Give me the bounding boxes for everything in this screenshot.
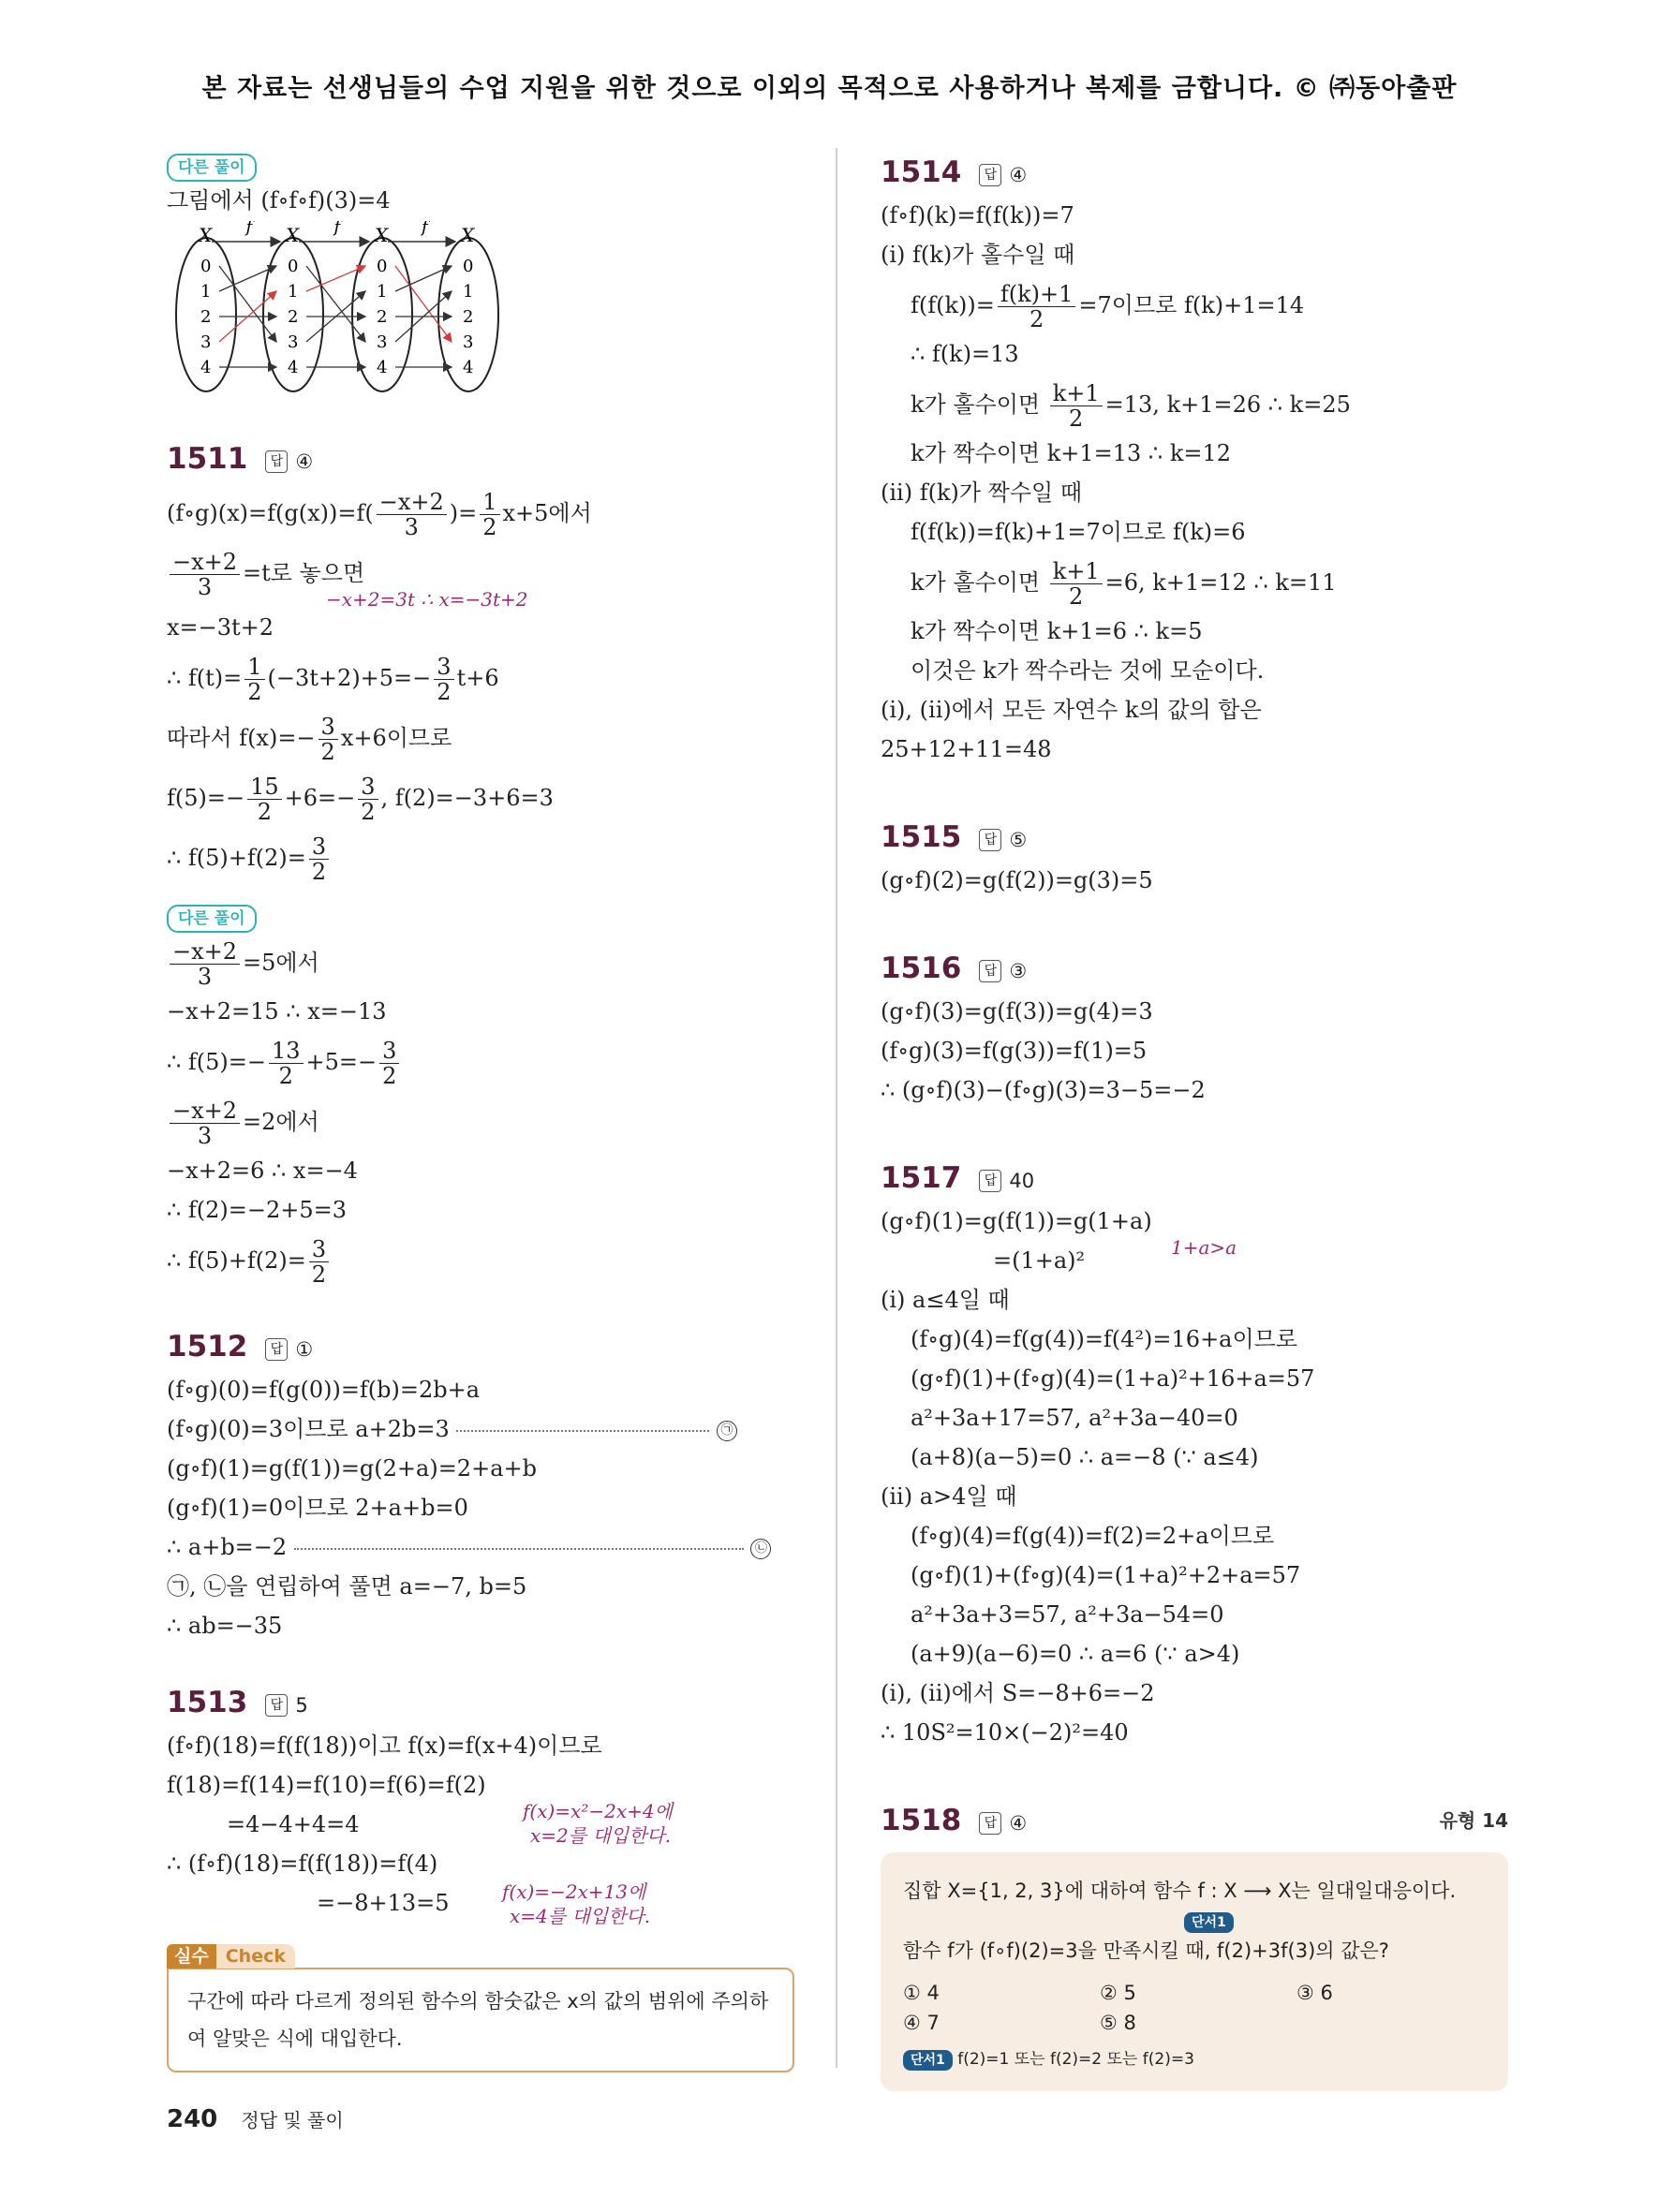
solution-line: (g∘f)(1)=0이므로 2+a+b=0	[167, 1495, 468, 1521]
solution-line: ∴ f(5)+f(2)= $\frac{3}{2}$	[167, 1231, 794, 1290]
set-element: 2	[288, 307, 299, 327]
left-column	[167, 148, 794, 2072]
solution-line: f(5)=− $\frac{15}{2}$ +6=− $\frac{3}{2}$ , f(2)=−3+6=3	[167, 774, 554, 825]
set-element: 3	[377, 332, 388, 352]
solution-line: (g∘f)(2)=g(f(2))=g(3)=5	[881, 867, 1153, 893]
answer-value: 5	[295, 1694, 308, 1717]
option[interactable]: ④ 7	[903, 2012, 940, 2034]
solution-line: ∴ f(2)=−2+5=3	[167, 1197, 348, 1223]
answer-icon: 답	[979, 164, 1001, 186]
problem-number: 1512	[167, 1330, 248, 1364]
solution-line: =−8+13=5 f(x)=−2x+13에 x=4를 대입한다.	[317, 1880, 651, 1927]
set-element: 1	[463, 282, 474, 302]
set-label: X	[199, 224, 213, 246]
alt-solution-badge: 다른 풀이	[167, 905, 257, 933]
solution-line: (i) a≤4일 때	[881, 1287, 1010, 1313]
problem-number: 1513	[167, 1686, 248, 1719]
option[interactable]: ① 4	[903, 1982, 940, 2004]
solution-line: $\frac{-x+2}{3}$ =2에서	[167, 1092, 794, 1152]
set-element: 1	[377, 282, 388, 302]
column-divider	[836, 148, 837, 2068]
set-element: 2	[200, 307, 212, 327]
solution-line: ∴ f(5)=− $\frac{13}{2}$ +5=− $\frac{3}{2}$	[167, 1032, 794, 1092]
set-element: 3	[288, 332, 299, 352]
problem-number: 1518	[881, 1804, 962, 1837]
set-element: 4	[463, 358, 474, 377]
solution-line: (f∘g)(0)=f(g(0))=f(b)=2b+a	[167, 1377, 481, 1403]
solution-line: a²+3a+3=57, a²+3a−54=0	[911, 1601, 1224, 1628]
mistake-text: 구간에 따라 다르게 정의된 함수의 함숫값은 x의 값의 범위에 주의하여 알맞은 식에 대입한다.	[167, 1968, 794, 2072]
alt-solution-badge: 다른 풀이	[167, 154, 257, 182]
solution-line: (g∘f)(1)+(f∘g)(4)=(1+a)²+16+a=57	[911, 1365, 1315, 1392]
solution-line: (i) f(k)가 홀수일 때	[881, 242, 1075, 268]
answer-icon: 답	[265, 1694, 288, 1717]
problem-number: 1515	[881, 820, 962, 854]
answer-value: ④	[1009, 1812, 1028, 1835]
option[interactable]: ③ 6	[1296, 1982, 1333, 2004]
solution-line: =4−4+4=4 f(x)=x²−2x+4에 x=2를 대입한다.	[227, 1800, 673, 1847]
solution-line: (i), (ii)에서 S=−8+6=−2	[881, 1680, 1155, 1706]
solution-line: (ii) f(k)가 짝수일 때	[881, 479, 1083, 506]
solution-line: (g∘f)(1)=g(f(1))=g(1+a)	[881, 1208, 1152, 1234]
mistake-check	[167, 1942, 794, 2072]
solution-line: −x+2=15 ∴ x=−13	[167, 998, 387, 1025]
problem-1518-header	[881, 1796, 1508, 1845]
footer	[167, 2105, 344, 2133]
set-element: 3	[200, 332, 212, 352]
solution-line: (f∘g)(4)=f(g(4))=f(2)=2+a이므로	[911, 1523, 1275, 1549]
copyright-banner: 본 자료는 선생님들의 수업 지원을 위한 것으로 이외의 목적으로 사용하거나 복제를 금합니다. © ㈜동아출판	[201, 74, 1458, 103]
answer-value: 40	[1009, 1170, 1035, 1192]
map-label: f	[245, 221, 253, 237]
solution-line: 이것은 k가 짝수라는 것에 모순이다.	[911, 657, 1265, 684]
option[interactable]: ⑤ 8	[1100, 2012, 1136, 2034]
option[interactable]: ② 5	[1100, 1982, 1136, 2004]
solution-line: ∴ a+b=−2 ㉡	[167, 1528, 794, 1568]
problem-box	[881, 1852, 1508, 2091]
problem-1513-header	[167, 1678, 794, 1727]
answer-icon: 답	[979, 829, 1001, 851]
solution-line: a²+3a+17=57, a²+3a−40=0	[911, 1405, 1238, 1431]
answer-icon: 답	[979, 1170, 1001, 1192]
solution-line: 25+12+11=48	[881, 736, 1052, 762]
solution-line: ∴ 10S²=10×(−2)²=40	[881, 1719, 1129, 1746]
problem-1515-header	[881, 813, 1508, 862]
problem-1514-header	[881, 148, 1508, 197]
set-element: 2	[377, 307, 388, 327]
solution-line: (g∘f)(3)=g(f(3))=g(4)=3	[881, 998, 1153, 1025]
map-label: f	[422, 221, 428, 237]
diagram-intro: 그림에서 (f∘f∘f)(3)=4	[167, 187, 391, 214]
problem-1517-header	[881, 1154, 1508, 1202]
solution-line: (f∘g)(4)=f(g(4))=f(4²)=16+a이므로	[911, 1326, 1298, 1352]
map-label: f	[333, 221, 341, 237]
solution-line: (f∘f)(k)=f(f(k))=7	[881, 202, 1074, 229]
diagram-sets	[176, 221, 498, 391]
map-edge	[395, 266, 452, 291]
set-element: 4	[377, 358, 388, 377]
problem-number: 1514	[881, 155, 962, 189]
solution-line: f(18)=f(14)=f(10)=f(6)=f(2)	[167, 1772, 486, 1798]
set-element: 4	[288, 358, 299, 377]
problem-number: 1516	[881, 951, 962, 985]
problem-text: 집합 X={1, 2, 3}에 대하여 함수 f : X ⟶ X는 일대일대응이다.	[903, 1880, 1457, 1902]
answer-value: ⑤	[1009, 829, 1028, 851]
set-element: 0	[463, 257, 474, 276]
annotation: −x+2=3t ∴ x=−3t+2	[326, 588, 528, 611]
answer-icon: 답	[979, 1812, 1001, 1835]
problem-number: 1517	[881, 1161, 962, 1195]
solution-line: (f∘g)(3)=f(g(3))=f(1)=5	[881, 1038, 1148, 1064]
solution-line: x=−3t+2	[167, 614, 274, 641]
solution-line: (g∘f)(1)=g(f(1))=g(2+a)=2+a+b	[167, 1455, 537, 1482]
solution-line: ∴ f(k)=13	[911, 341, 1019, 367]
solution-line: =(1+a)² 1+a>a	[993, 1236, 1237, 1274]
answer-icon: 답	[265, 1338, 288, 1361]
solution-line: (f∘g)(0)=3이므로 a+2b=3 ㉠	[167, 1410, 794, 1450]
solution-line: $\frac{-x+2}{3}$ =t로 놓으면	[167, 543, 794, 603]
solution-line: k가 홀수이면 $\frac{k+1}{2}$ =13, k+1=26 ∴ k=25	[911, 380, 1351, 432]
answer-options	[903, 1982, 1486, 2034]
problem-number: 1511	[167, 442, 248, 476]
set-label: X	[375, 224, 389, 246]
set-element: 1	[200, 282, 212, 302]
solution-line: (g∘f)(1)+(f∘g)(4)=(1+a)²+2+a=57	[911, 1562, 1301, 1588]
solution-line: f(f(k))= $\frac{f(k)+1}{2}$ =7이므로 f(k)+1=14	[911, 281, 1305, 332]
footer-title: 정답 및 풀이	[241, 2109, 344, 2131]
solution-line: (i), (ii)에서 모든 자연수 k의 값의 합은	[881, 697, 1262, 723]
set-element: 4	[200, 358, 212, 377]
set-element: 0	[288, 257, 299, 276]
solution-line: k가 홀수이면 $\frac{k+1}{2}$ =6, k+1=12 ∴ k=11	[911, 558, 1337, 610]
clue-hint: 단서1 f(2)=1 또는 f(2)=2 또는 f(2)=3	[903, 2045, 1486, 2071]
solution-line: −x+2=6 ∴ x=−4	[167, 1158, 358, 1184]
map-edge	[395, 266, 452, 342]
problem-1516-header	[881, 944, 1508, 993]
solution-line: ∴ (f∘f)(18)=f(f(18))=f(4)	[167, 1851, 438, 1877]
problem-text: 함수 f가 (f∘f)(2)=3을 만족시킬 때, f(2)+3f(3)의 값은?	[903, 1939, 1389, 1962]
solution-line: ∴ f(5)+f(2)= $\frac{3}{2}$	[167, 828, 794, 888]
set-label: X	[286, 224, 300, 246]
solution-line: 따라서 f(x)=− $\frac{3}{2}$ x+6이므로	[167, 714, 452, 765]
solution-line: ㉠, ㉡을 연립하여 풀면 a=−7, b=5	[167, 1573, 527, 1600]
set-label: X	[461, 224, 475, 246]
page-number: 240	[167, 2105, 218, 2133]
solution-line: (a+8)(a−5)=0 ∴ a=−8 (∵ a≤4)	[911, 1444, 1259, 1470]
answer-icon: 답	[979, 960, 1001, 982]
solution-line: (ii) a>4일 때	[881, 1483, 1017, 1510]
solution-line: f(f(k))=f(k)+1=7이므로 f(k)=6	[911, 519, 1246, 545]
set-element: 1	[288, 282, 299, 302]
right-column	[881, 148, 1508, 2091]
answer-value: ①	[295, 1338, 314, 1361]
solution-line: $\frac{-x+2}{3}$ =5에서	[167, 933, 794, 993]
set-element: 0	[377, 257, 388, 276]
solution-line: k가 짝수이면 k+1=13 ∴ k=12	[911, 440, 1232, 466]
set-element: 0	[200, 257, 212, 276]
answer-value: ④	[1009, 164, 1028, 186]
mistake-tab: 실수 Check	[167, 1942, 295, 1968]
problem-1511-header	[167, 435, 794, 483]
type-label: 유형 14	[1439, 1809, 1508, 1832]
set-element: 3	[463, 332, 474, 352]
answer-value: ④	[295, 450, 314, 473]
answer-icon: 답	[265, 450, 288, 473]
solution-line: ∴ (g∘f)(3)−(f∘g)(3)=3−5=−2	[881, 1077, 1206, 1103]
clue-chip: 단서1	[1184, 1912, 1234, 1933]
solution-line: (f∘g)(x)=f(g(x))=f( $\frac{-x+2}{3}$ )= $\frac{1}{2}$ x+5에서	[167, 489, 592, 540]
clue-chip-row	[903, 1909, 1486, 1933]
solution-line: ∴ f(t)= $\frac{1}{2}$ (−3t+2)+5=− $\frac{3}{2}$ t+6	[167, 654, 499, 705]
problem-1512-header	[167, 1322, 794, 1371]
solution-line: k가 짝수이면 k+1=6 ∴ k=5	[911, 618, 1203, 644]
set-element: 2	[463, 307, 474, 327]
solution-line: (a+9)(a−6)=0 ∴ a=6 (∵ a>4)	[911, 1641, 1240, 1667]
solution-line: ∴ ab=−35	[167, 1613, 283, 1639]
solution-line: (f∘f)(18)=f(f(18))이고 f(x)=f(x+4)이므로	[167, 1733, 602, 1759]
map-edge	[219, 266, 276, 291]
mapping-diagram	[167, 221, 523, 399]
answer-value: ③	[1009, 960, 1028, 982]
